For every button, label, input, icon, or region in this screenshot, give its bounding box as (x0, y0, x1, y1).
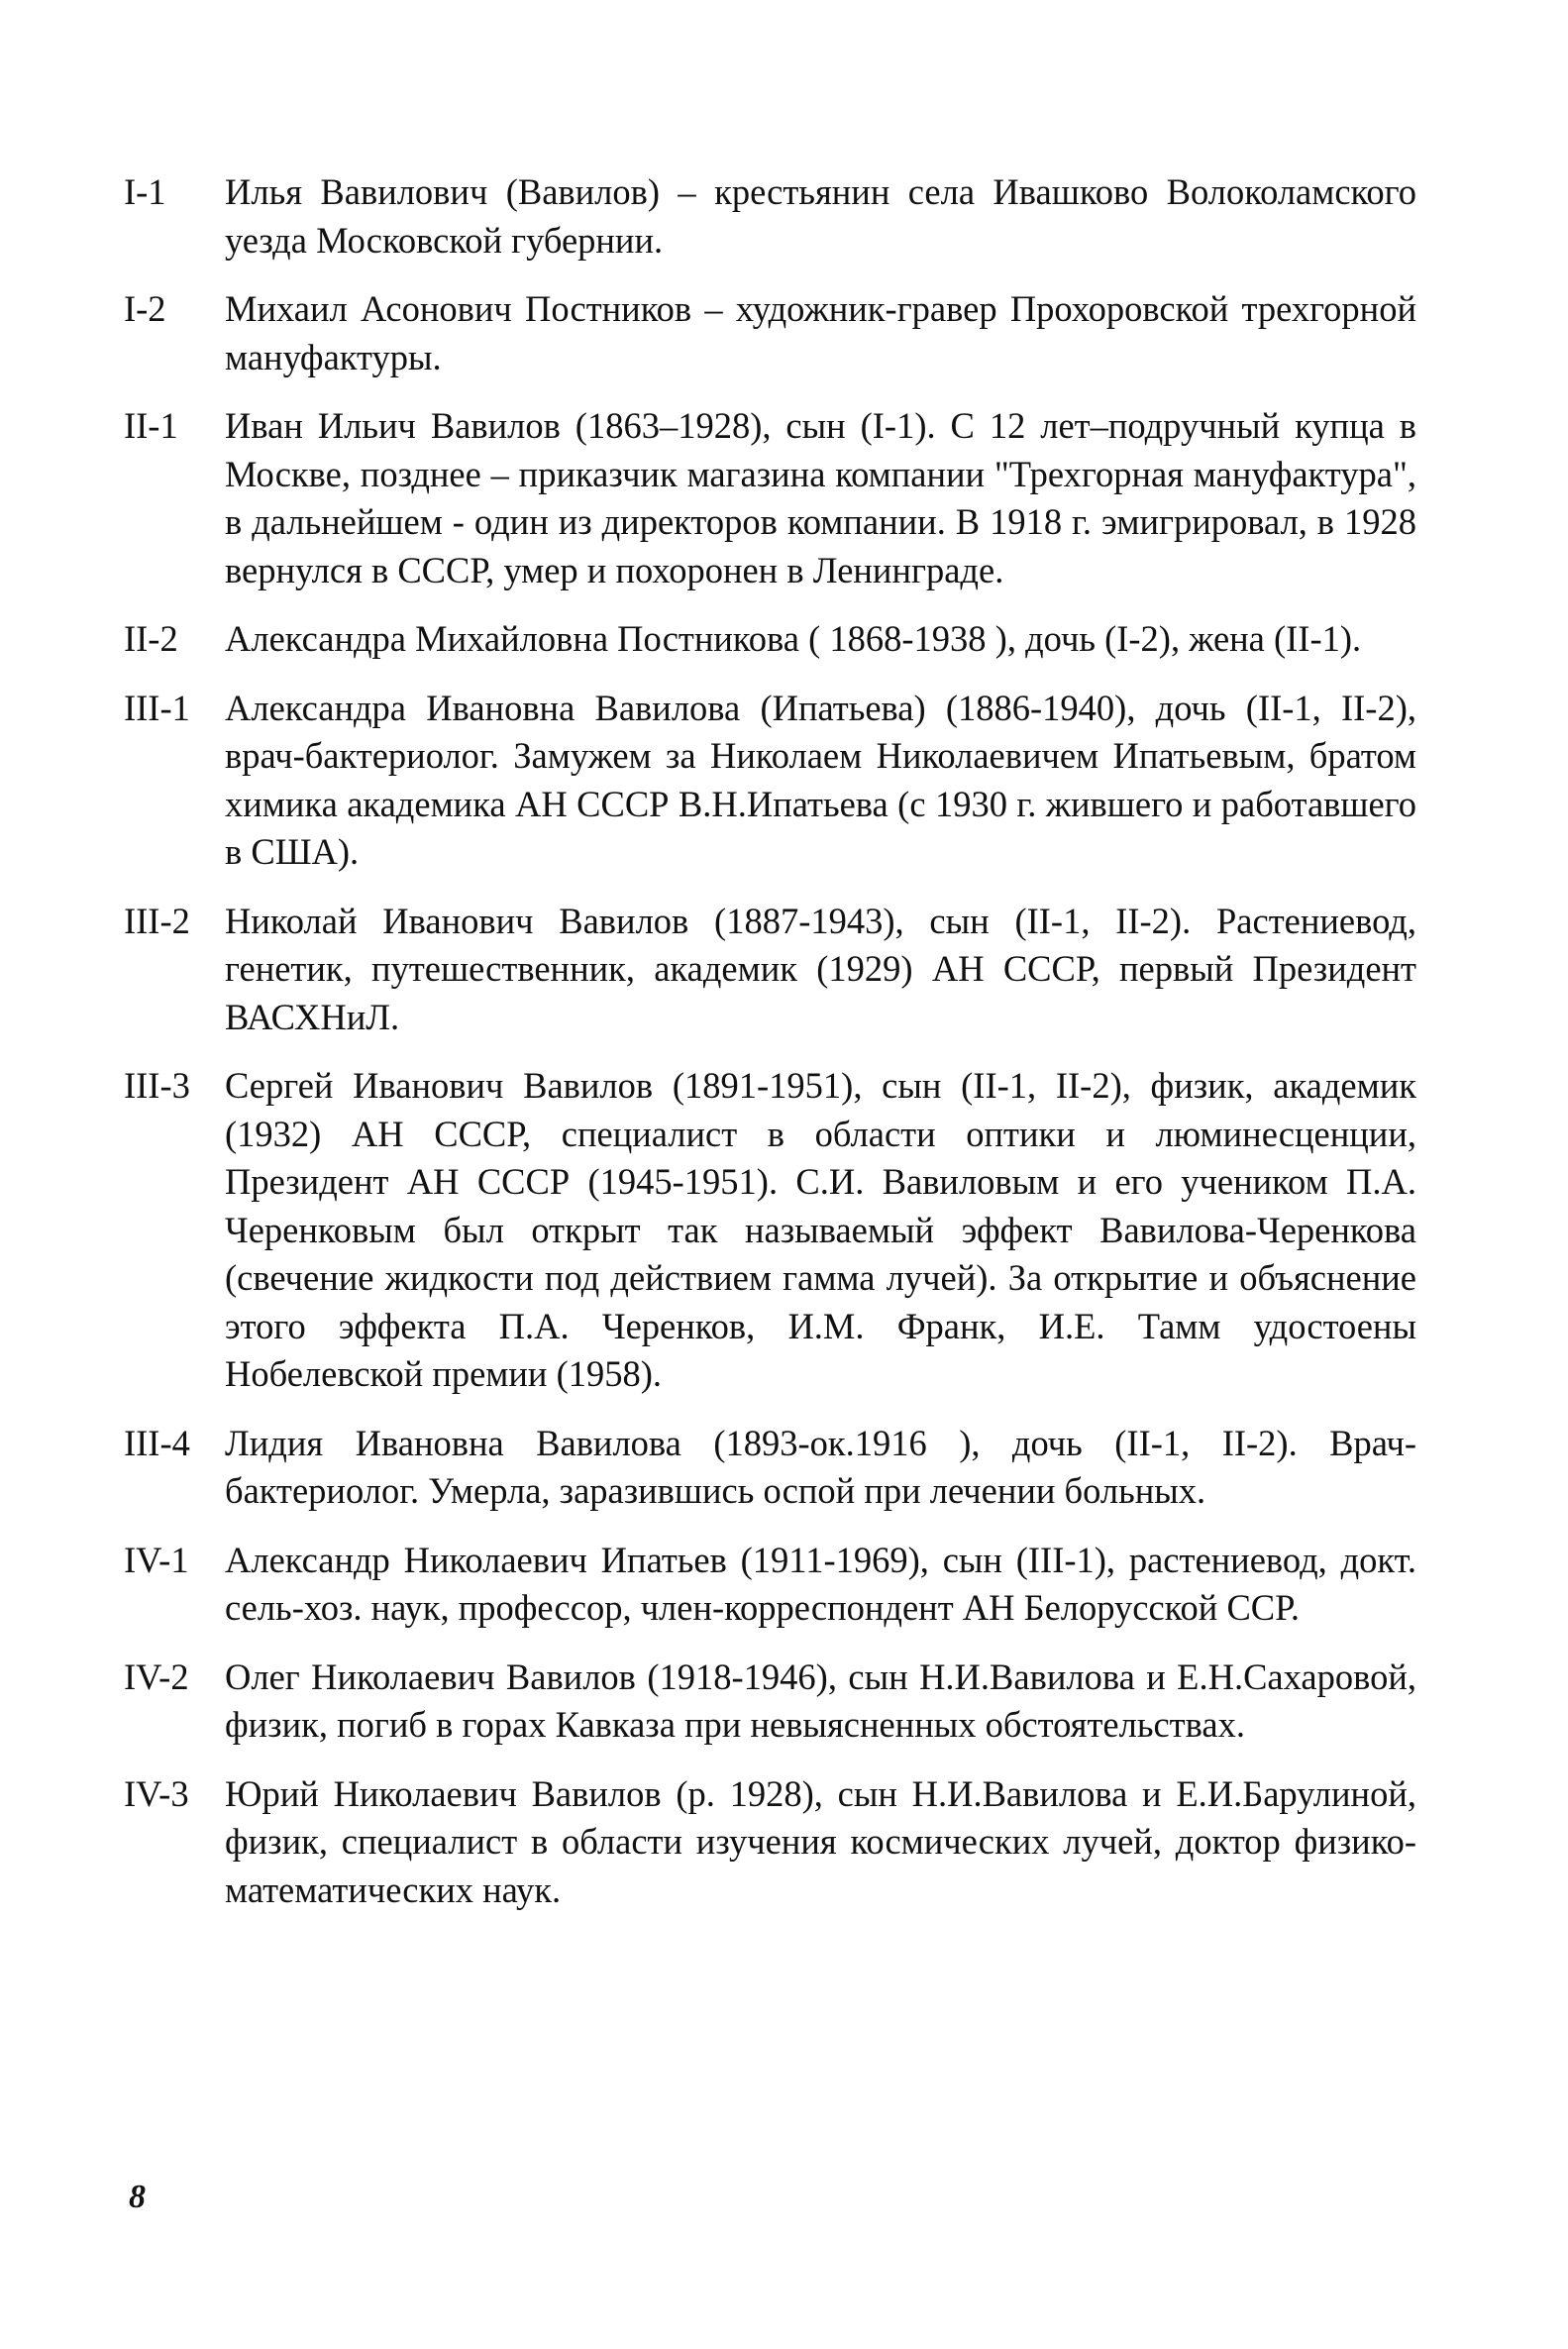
entry-code: II-1 (124, 405, 178, 446)
entry-text: Илья Вавилович (Вавилов) – крестьянин села Ивашково Волоколамского уезда Московской губернии. (225, 171, 1416, 261)
genealogy-entries (124, 168, 1416, 1935)
entry-iv-2 (124, 1654, 1416, 1750)
entry-code: IV-2 (124, 1655, 189, 1697)
page-number: 8 (129, 2179, 146, 2215)
entry-i-2 (124, 285, 1416, 381)
entry-code: IV-3 (124, 1772, 189, 1814)
entry-iii-1 (124, 685, 1416, 877)
entry-iii-2 (124, 898, 1416, 1042)
entry-ii-2 (124, 615, 1416, 664)
entry-text: Юрий Николаевич Вавилов (р. 1928), сын Н.И.Вавилова и Е.И.Барулиной, физик, специалист в области изучения космических лучей, доктор физико-математических наук. (225, 1772, 1416, 1910)
entry-text: Александра Михайловна Постникова ( 1868-1938 ), дочь (I-2), жена (II-1). (225, 618, 1362, 659)
entry-code: II-2 (124, 618, 178, 659)
entry-iv-3 (124, 1770, 1416, 1915)
entry-iv-1 (124, 1537, 1416, 1633)
entry-text: Николай Иванович Вавилов (1887-1943), сын (II-1, II-2). Растениевод, генетик, путешественник, академик (1929) АН СССР, первый Президент ВАСХНиЛ. (225, 900, 1416, 1037)
entry-text: Сергей Иванович Вавилов (1891-1951), сын (II-1, II-2), физик, академик (1932) АН СССР, специалист в области оптики и люминесценции, Президент АН СССР (1945-1951). С.И. Вавиловым и его учеником П.А. Черенковым был открыт так называемый эффект Вавилова-Черенкова (свечение жидкости под действием гамма лучей). За открытие и объяснение этого эффекта П.А. Черенков, И.М. Франк, И.Е. Тамм удостоены Нобелевской премии (1958). (225, 1065, 1416, 1394)
entry-ii-1 (124, 402, 1416, 594)
entry-text: Лидия Ивановна Вавилова (1893-ок.1916 ), дочь (II-1, II-2). Врач-бактериолог. Умерла, заразившись оспой при лечении больных. (225, 1422, 1416, 1511)
entry-code: I-2 (124, 288, 166, 329)
entry-text: Олег Николаевич Вавилов (1918-1946), сын Н.И.Вавилова и Е.Н.Сахаровой, физик, погиб в горах Кавказа при невыясненных обстоятельствах. (225, 1655, 1416, 1745)
entry-code: III-1 (124, 687, 190, 728)
entry-code: IV-1 (124, 1539, 189, 1580)
entry-code: I-1 (124, 171, 166, 212)
entry-code: III-4 (124, 1422, 190, 1463)
entry-text: Александр Николаевич Ипатьев (1911-1969), сын (III-1), растениевод, докт. сель-хоз. наук, профессор, член-корреспондент АН Белорусской ССР. (225, 1539, 1416, 1628)
entry-i-1 (124, 168, 1416, 265)
entry-iii-4 (124, 1420, 1416, 1516)
entry-code: III-3 (124, 1065, 190, 1106)
entry-text: Иван Ильич Вавилов (1863–1928), сын (I-1). С 12 лет–подручный купца в Москве, позднее – приказчик магазина компании "Трехгорная мануфактура", в дальнейшем - один из директоров компании. В 1918 г. эмигрировал, в 1928 вернулся в СССР, умер и похоронен в Ленинграде. (225, 405, 1416, 590)
entry-text: Михаил Асонович Постников – художник-гравер Прохоровской трехгорной мануфактуры. (225, 288, 1416, 377)
entry-code: III-2 (124, 900, 190, 941)
entry-text: Александра Ивановна Вавилова (Ипатьева) (1886-1940), дочь (II-1, II-2), врач-бактериолог. Замужем за Николаем Николаевичем Ипатьевым, братом химика академика АН СССР В.Н.Ипатьева (с 1930 г. жившего и работавшего в США). (225, 687, 1416, 872)
entry-iii-3 (124, 1062, 1416, 1399)
